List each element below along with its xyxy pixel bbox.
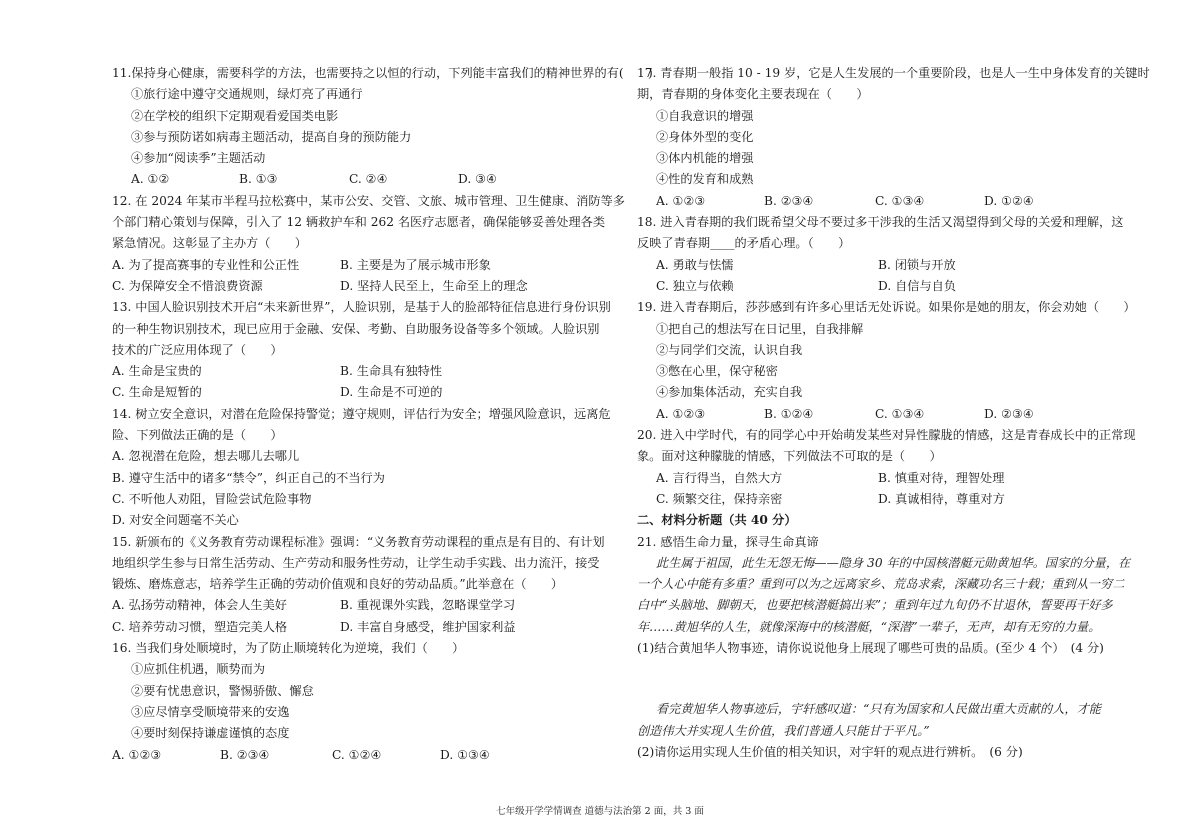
q13-option-a[interactable]: A. 生命是宝贵的 [112,364,202,379]
q11-option-c[interactable]: C. ②④ [349,172,388,187]
q12-option-a[interactable]: A. 为了提高赛事的专业性和公正性 [112,257,300,272]
q15-options-row-2 [112,617,597,638]
q11-item-3: ③参与预防诺如病毒主题活动，提高自身的预防能力 [131,129,412,144]
q15-stem-line-1: 15. 新颁布的《义务教育劳动课程标准》强调：“义务教育劳动课程的重点是有目的、有计划 [112,534,605,549]
q14-stem-line-2: 险、下列做法正确的是（ ） [112,428,283,443]
q19-item-4: ④参加集体活动，充实自我 [656,385,803,400]
page-footer: 七年级开学学情调查 道德与法治第 2 面，共 3 面 [496,806,704,817]
q12-option-d[interactable]: D. 坚持人民至上，生命至上的理念 [340,278,528,293]
q11-option-b[interactable]: B. ①③ [239,172,278,187]
q15-option-c[interactable]: C. 培养劳动习惯，塑造完美人格 [112,619,288,634]
q16-item-2: ②要有忧患意识，警惕骄傲、懈怠 [131,683,314,698]
q12-options-row-1 [112,255,597,276]
q17-option-c[interactable]: C. ①③④ [875,193,925,208]
q19-item-1: ①把自己的想法写在日记里，自我排解 [656,321,864,336]
q17-item-4: ④性的发育和成熟 [656,172,754,187]
q17-option-d[interactable]: D. ①②④ [984,193,1034,208]
q13-option-c[interactable]: C. 生命是短暂的 [112,385,202,400]
left-column [112,63,653,766]
q13-option-d[interactable]: D. 生命是不可逆的 [340,385,443,400]
q20-stem-line-2: 象。面对这种朦胧的情感，下列做法不可取的是（ ） [637,449,942,464]
q15-option-b[interactable]: B. 重视课外实践，忽略课堂学习 [340,598,516,613]
q18-option-b[interactable]: B. 闭锁与开放 [878,257,956,272]
q12-stem-line-2: 个部门精心策划与保障，引入了 12 辆救护车和 262 名医疗志愿者，确保能够妥善处理各类 [112,215,606,230]
q20-option-a[interactable]: A. 言行得当，自然大方 [656,470,783,485]
q17-item-1: ①自我意识的增强 [656,108,754,123]
q14-option-d[interactable]: D. 对安全问题毫不关心 [112,513,239,528]
q18-options-row-2 [637,276,1122,297]
q17-stem-line-1: 17. 青春期一般指 10 - 19 岁，它是人生发展的一个重要阶段，也是人一生中身体发育的关键时 [637,66,1150,80]
q17-item-2: ②身体外型的变化 [656,129,754,144]
section-heading: 二、材料分析题（共 40 分） [637,513,797,528]
q21-material-line-3: 白中“头脑地、脚朝天，也要把核潜艇搞出来”；重到年过九旬仍不甘退休，誓要再干好多 [637,598,1113,613]
q19-item-3: ③憋在心里，保守秘密 [656,364,778,379]
q12-stem-line-1: 12. 在 2024 年某市半程马拉松赛中，某市公安、交管、文旅、城市管理、卫生健康、消防等多 [112,193,625,208]
q11-item-4: ④参加“阅读季”主题活动 [131,151,266,166]
q15-options-row-1 [112,595,597,616]
q13-options-row-1 [112,361,597,382]
q16-item-3: ③应尽情享受顺境带来的安逸 [131,704,290,719]
q20-options-row-1 [637,468,1122,489]
q19-option-c[interactable]: C. ①③④ [875,406,925,421]
q18-stem-line-1: 18. 进入青春期的我们既希望父母不要过多干涉我的生活又渴望得到父母的关爱和理解，这 [637,215,1124,230]
q13-option-b[interactable]: B. 生命具有独特性 [340,364,443,379]
q15-stem-line-3: 锻炼、磨炼意志，培养学生正确的劳动价值观和良好的劳动品质。”此举意在（ ） [112,577,564,592]
q17-option-b[interactable]: B. ②③④ [764,193,814,208]
q18-option-d[interactable]: D. 自信与自负 [878,278,957,293]
q21-material2-line-1: 看完黄旭华人物事迹后，宇轩感叹道：“只有为国家和人民做出重大贡献的人，才能 [656,702,1101,717]
q19-options [637,404,1122,425]
q16-option-a[interactable]: A. ①②③ [112,747,162,762]
q18-option-a[interactable]: A. 勇敢与怯懦 [656,257,734,272]
q14-option-b[interactable]: B. 遵守生活中的诸多“禁令”，纠正自己的不当行为 [112,470,385,485]
q21-material-line-1: 此生属于祖国，此生无怨无悔——隐身 30 年的中国核潜艇元勋黄旭华。国家的分量，在 [656,555,1131,570]
q18-option-c[interactable]: C. 独立与依赖 [656,278,734,293]
q14-option-a[interactable]: A. 忽视潜在危险，想去哪儿去哪儿 [112,449,300,464]
q12-option-c[interactable]: C. 为保障安全不惜浪费资源 [112,278,263,293]
q21-material2-line-2: 创造伟大并实现人生价值，我们普通人只能甘于平凡。” [637,723,930,738]
q20-stem-line-1: 20. 进入中学时代，有的同学心中开始萌发某些对异性朦胧的情感，这是青春成长中的正常现 [637,428,1136,443]
q17-stem-line-2: 期，青春期的身体变化主要表现在（ ） [637,87,869,102]
q16-stem: 16. 当我们身处顺境时，为了防止顺境转化为逆境，我们（ ） [112,641,465,656]
q17-option-a[interactable]: A. ①②③ [656,193,706,208]
q21-material-line-2: 一个人心中能有多重？重到可以为之远离家乡、荒岛求索，深藏功名三十载；重到从一穷二 [637,577,1125,592]
q16-option-c[interactable]: C. ①②④ [332,747,382,762]
q11-item-2: ②在学校的组织下定期观看爱国类电影 [131,108,339,123]
q20-option-d[interactable]: D. 真诚相待，尊重对方 [878,491,1005,506]
q11-item-1: ①旅行途中遵守交通规则，绿灯亮了再通行 [131,87,363,102]
q15-option-d[interactable]: D. 丰富自身感受，维护国家利益 [340,619,516,634]
q20-options-row-2 [637,489,1122,510]
q16-option-d[interactable]: D. ①③④ [440,747,490,762]
q11-options [112,169,597,190]
q18-stem-line-2: 反映了青春期____的矛盾心理。（ ） [637,236,851,251]
q12-options-row-2 [112,276,597,297]
right-column [637,63,1150,763]
q14-stem-line-1: 14. 树立安全意识，对潜在危险保持警觉；遵守规则，评估行为安全；增强风险意识，远离危 [112,406,611,421]
q14-option-c[interactable]: C. 不听他人劝阻，冒险尝试危险事物 [112,491,312,506]
q16-item-4: ④要时刻保持谦虚谨慎的态度 [131,726,290,741]
q11-option-d[interactable]: D. ③④ [458,172,497,187]
answer-space-1[interactable] [637,659,1122,699]
q20-option-b[interactable]: B. 慎重对待，理智处理 [878,470,1005,485]
q20-option-c[interactable]: C. 频繁交往，保持亲密 [656,491,783,506]
q16-options [112,745,597,766]
q19-option-d[interactable]: D. ②③④ [984,406,1034,421]
q18-options-row-1 [637,255,1122,276]
q17-item-3: ③体内机能的增强 [656,151,754,166]
q19-option-a[interactable]: A. ①②③ [656,406,706,421]
q19-stem: 19. 进入青春期后，莎莎感到有许多心里话无处诉说。如果你是她的朋友，你会劝她（ ） [637,300,1136,315]
q15-option-a[interactable]: A. 弘扬劳动精神，体会人生美好 [112,598,287,613]
q16-item-1: ①应抓住机遇，顺势而为 [131,662,266,677]
q21-material-line-4: 年……黄旭华的人生，就像深海中的核潜艇，“深潜”一辈子，无声，却有无穷的力量。 [637,619,1101,634]
q12-stem-line-3: 紧急情况。这彰显了主办方（ ） [112,236,307,251]
q21-title: 21. 感悟生命力量，探寻生命真谛 [637,534,819,549]
q11-stem: 11.保持身心健康，需要科学的方法，也需要持之以恒的行动，下列能丰富我们的精神世界的有( ) [112,66,653,80]
q13-stem-line-1: 13. 中国人脸识别技术开启“未来新世界”，人脸识别，是基于人的脸部特征信息进行身份识别 [112,300,611,315]
q12-option-b[interactable]: B. 主要是为了展示城市形象 [340,257,491,272]
q17-options [637,191,1122,212]
q16-option-b[interactable]: B. ②③④ [220,747,270,762]
q13-stem-line-2: 的一种生物识别技术，现已应用于金融、安保、考勤、自助服务设备等多个领域。人脸识别 [112,321,600,336]
q19-item-2: ②与同学们交流，认识自我 [656,342,803,357]
q21-sub-question-2: (2)请你运用实现人生价值的相关知识，对宇轩的观点进行辨析。 (6 分) [637,744,1023,759]
q13-stem-line-3: 技术的广泛应用体现了（ ） [112,342,283,357]
q11-option-a[interactable]: A. ①② [131,172,170,187]
q15-stem-line-2: 地组织学生参与日常生活劳动、生产劳动和服务性劳动，让学生动手实践、出力流汗，接受 [112,555,600,570]
q21-sub-question-1: (1)结合黄旭华人物事迹，请你说说他身上展现了哪些可贵的品质。(至少 4 个） (4 分) [637,641,1104,656]
q19-option-b[interactable]: B. ①②④ [764,406,814,421]
q13-options-row-2 [112,382,597,403]
